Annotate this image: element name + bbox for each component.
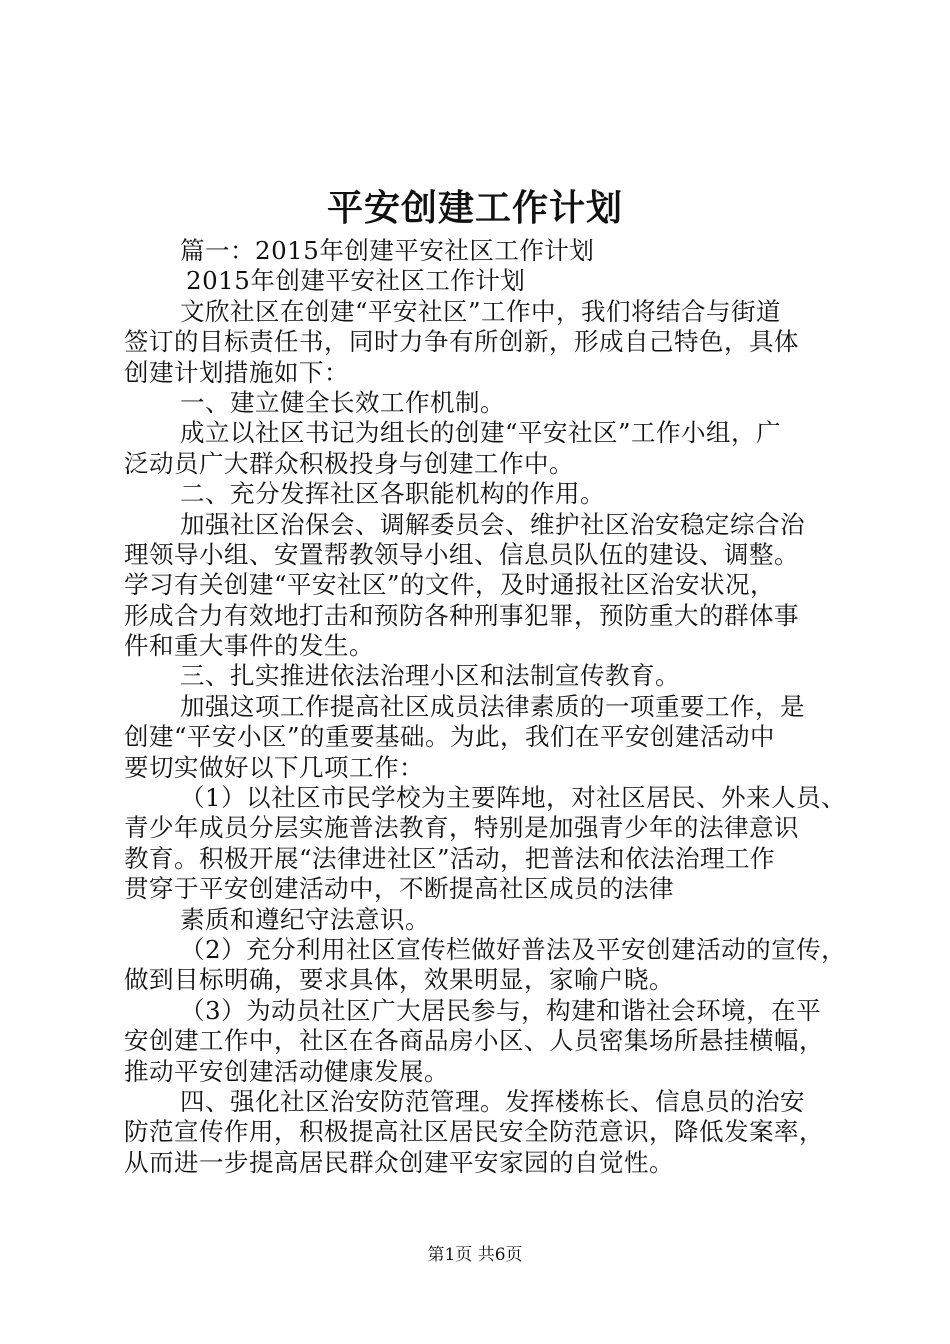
document-body (124, 236, 847, 1178)
heading-line: 三、扎实推进依法治理小区和法制宣传教育。 (180, 661, 680, 691)
paragraph-line: 学习有关创建“平安社区”的文件，及时通报社区治安状况， (124, 570, 776, 600)
paragraph-line: 形成合力有效地打击和预防各种刑事犯罪，预防重大的群体事 (124, 600, 799, 630)
paragraph-line: 泛动员广大群众积极投身与创建工作中。 (124, 448, 574, 478)
paragraph-line: 加强社区治保会、调解委员会、维护社区治安稳定综合治 (180, 509, 805, 539)
paragraph-line: 文欣社区在创建“平安社区”工作中，我们将结合与街道 (180, 296, 782, 326)
paragraph-line: 推动平安创建活动健康发展。 (124, 1056, 449, 1086)
paragraph-line: 做到目标明确，要求具体，效果明显，家喻户晓。 (124, 965, 674, 995)
paragraph-line: 要切实做好以下几项工作： (124, 752, 424, 782)
paragraph-line: 防范宣传作用，积极提高社区居民安全防范意识，降低发案率， (124, 1117, 824, 1147)
paragraph-line: 从而进一步提高居民群众创建平安家园的自觉性。 (124, 1147, 674, 1177)
paragraph-line: 青少年成员分层实施普法教育，特别是加强青少年的法律意识 (124, 813, 799, 843)
page-number-footer: 第1页 共6页 (427, 1245, 523, 1265)
paragraph-line: 创建计划措施如下： (124, 357, 349, 387)
paragraph-line: 创建“平安小区”的重要基础。为此，我们在平安创建活动中 (124, 722, 776, 752)
paragraph-line: 教育。积极开展“法律进社区”活动，把普法和依法治理工作 (124, 843, 776, 873)
heading-line: 二、充分发挥社区各职能机构的作用。 (180, 479, 605, 509)
list-item-line: （2）充分利用社区宣传栏做好普法及平安创建活动的宣传， (180, 934, 847, 964)
paragraph-line: 成立以社区书记为组长的创建“平安社区”工作小组，广 (180, 418, 782, 448)
paragraph-line: 贯穿于平安创建活动中，不断提高社区成员的法律 (124, 874, 674, 904)
heading-line: 一、建立健全长效工作机制。 (180, 387, 505, 417)
paragraph-line: 理领导小组、安置帮教领导小组、信息员队伍的建设、调整。 (124, 539, 799, 569)
paragraph-line: 安创建工作中，社区在各商品房小区、人员密集场所悬挂横幅， (124, 1026, 824, 1056)
subtitle-line: 2015年创建平安社区工作计划 (186, 266, 526, 296)
section-heading: 篇一：2015年创建平安社区工作计划 (180, 236, 595, 265)
document-title: 平安创建工作计划 (326, 187, 623, 229)
paragraph-line: 件和重大事件的发生。 (124, 631, 374, 661)
list-item-line: （1）以社区市民学校为主要阵地，对社区居民、外来人员、 (180, 783, 847, 813)
paragraph-line: 签订的目标责任书，同时力争有所创新，形成自己特色，具体 (124, 327, 799, 357)
list-item-line: （3）为动员社区广大居民参与，构建和谐社会环境，在平 (180, 995, 822, 1025)
heading-line: 四、强化社区治安防范管理。发挥楼栋长、信息员的治安 (180, 1086, 805, 1116)
paragraph-line: 素质和遵纪守法意识。 (180, 904, 430, 934)
paragraph-line: 加强这项工作提高社区成员法律素质的一项重要工作，是 (180, 691, 805, 721)
